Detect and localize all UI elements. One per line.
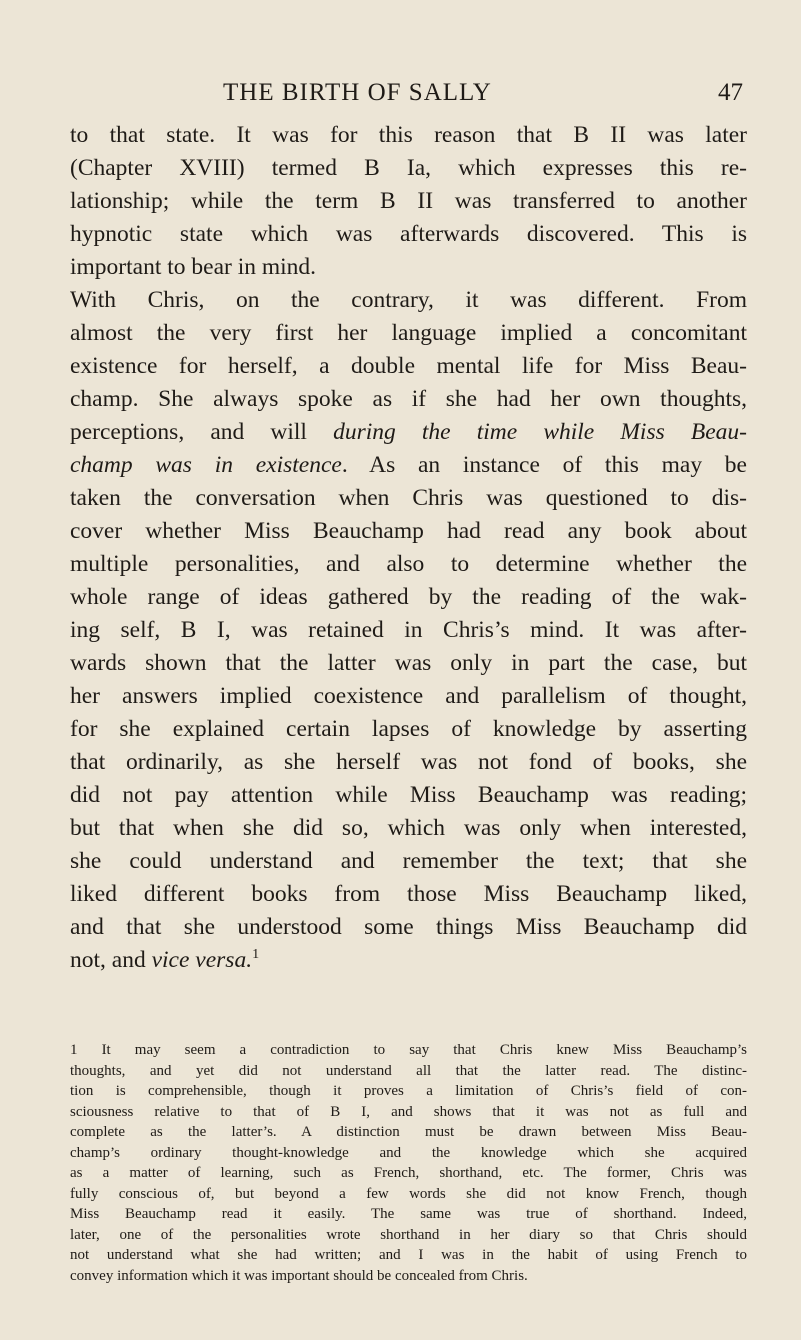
text-line: almost the very first her language implied a concomitant (70, 320, 747, 346)
text-line: she could understand and remember the text; that she (70, 848, 747, 874)
footnote-line: not understand what she had written; and I was in the habit of using French to (70, 1247, 747, 1263)
text-line: liked different books from those Miss Beauchamp liked, (70, 881, 747, 907)
text-line (70, 944, 747, 977)
text-line: champ. She always spoke as if she had her own thoughts, (70, 386, 747, 412)
text-line: With Chris, on the contrary, it was different. From (70, 287, 747, 313)
footnote-line: fully conscious of, but beyond a few words she did not know French, though (70, 1185, 747, 1202)
text-fragment: . As an instance of this may be (341, 452, 747, 478)
footnote-line: Miss Beauchamp read it easily. The same was true of shorthand. Indeed, (70, 1206, 747, 1222)
text-line: ing self, B I, was retained in Chris’s mind. It was after- (70, 617, 747, 643)
footnote-marker: 1 (252, 946, 260, 963)
text-line: that ordinarily, as she herself was not fond of books, she (70, 749, 747, 775)
text-line: lationship; while the term B II was transferred to another (70, 188, 747, 214)
text-line: wards shown that the latter was only in part the case, but (70, 650, 747, 676)
page-number: 47 (718, 79, 743, 106)
text-line: hypnotic state which was afterwards discovered. This is (70, 221, 747, 247)
footnote-line: convey information which it was important should be concealed from Chris. (70, 1267, 528, 1284)
text-line: and that she understood some things Miss Beauchamp did (70, 914, 747, 940)
text-line: did not pay attention while Miss Beauchamp was reading; (70, 782, 747, 808)
text-line: her answers implied coexistence and parallelism of thought, (70, 683, 747, 709)
footnote-line: complete as the latter’s. A distinction must be drawn between Miss Beau- (70, 1124, 747, 1140)
footnote-line: sciousness relative to that of B I, and shows that it was not as full and (70, 1103, 747, 1120)
text-line: cover whether Miss Beauchamp had read any book about (70, 518, 747, 544)
footnote-line: as a matter of learning, such as French, shorthand, etc. The former, Chris was (70, 1165, 747, 1181)
text-line: taken the conversation when Chris was questioned to dis- (70, 485, 747, 511)
text-line: (Chapter XVIII) termed B Ia, which expresses this re- (70, 155, 747, 181)
text-line: whole range of ideas gathered by the reading of the wak- (70, 584, 747, 610)
footnote-line: tion is comprehensible, though it proves a limitation of Chris’s field of con- (70, 1083, 747, 1099)
footnote-line: champ’s ordinary thought-knowledge and the knowledge which she acquired (70, 1144, 747, 1161)
italic-phrase: during the time while Miss Beau- (333, 419, 747, 445)
footnote-line: thoughts, and yet did not understand all that the latter read. The distinc- (70, 1062, 747, 1079)
italic-phrase: champ was in existence (70, 452, 342, 478)
italic-phrase: vice versa. (151, 947, 253, 973)
text-fragment: not, and (70, 947, 152, 973)
body-text (70, 119, 747, 977)
footnote-line: 1 It may seem a contradiction to say that Chris knew Miss Beauchamp’s (70, 1042, 747, 1058)
text-line: for she explained certain lapses of knowledge by asserting (70, 716, 747, 742)
text-line: existence for herself, a double mental life for Miss Beau- (70, 353, 747, 379)
text-line: but that when she did so, which was only when interested, (70, 815, 747, 841)
text-line (70, 449, 747, 482)
running-title: THE BIRTH OF SALLY (223, 79, 492, 106)
footnote-line: later, one of the personalities wrote shorthand in her diary so that Chris should (70, 1226, 747, 1243)
text-line: important to bear in mind. (70, 254, 317, 280)
running-head (0, 76, 801, 110)
text-line (70, 416, 747, 449)
text-fragment: perceptions, and will (70, 419, 334, 445)
footnote (70, 1040, 747, 1286)
text-line: to that state. It was for this reason that B II was later (70, 122, 747, 148)
text-line: multiple personalities, and also to determine whether the (70, 551, 747, 577)
